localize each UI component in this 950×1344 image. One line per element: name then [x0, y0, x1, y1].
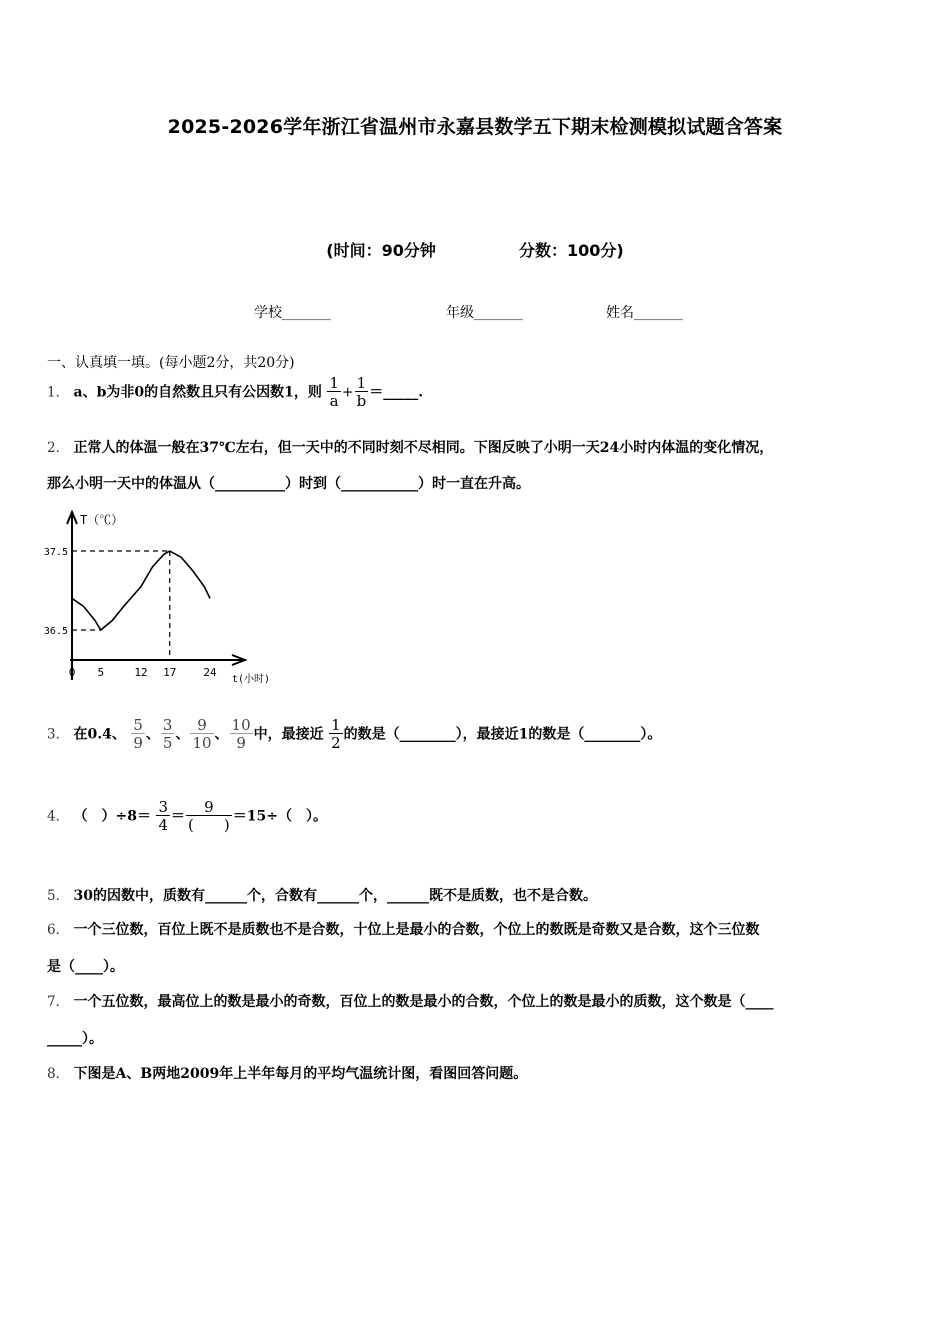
denominator: 5	[162, 734, 173, 752]
separator: 、	[214, 726, 229, 743]
plus-sign: +	[341, 384, 354, 401]
question-number: 7．	[47, 994, 70, 1010]
x-tick-label: 5	[97, 666, 105, 679]
fraction	[186, 800, 232, 833]
numerator: 3	[158, 798, 169, 816]
fraction	[355, 376, 369, 409]
exam-meta	[0, 238, 950, 261]
fraction	[190, 718, 213, 751]
question-text: ＝15÷（ ）。	[232, 808, 327, 825]
question-6-line-1	[47, 918, 760, 939]
question-2-line-1	[47, 436, 773, 457]
question-7-line-1	[47, 990, 774, 1011]
separator: 、	[145, 726, 160, 743]
grade-field: 年级_______	[446, 305, 523, 321]
numerator: 1	[356, 374, 367, 392]
question-8	[47, 1062, 527, 1083]
fraction-one-half	[329, 718, 343, 751]
denominator: 10	[192, 734, 212, 752]
school-field: 学校_______	[254, 305, 331, 321]
question-7-line-2	[47, 1028, 103, 1048]
fraction	[327, 376, 341, 409]
numerator: 1	[329, 374, 339, 392]
question-number: 1．	[47, 384, 70, 401]
question-text: a、b为非0的自然数且只有公因数1，则	[73, 384, 322, 401]
denominator: 9	[230, 733, 253, 751]
question-2-line-2	[47, 473, 530, 493]
question-text: 那么小明一天中的体温从（__________）时到（___________）时一直在升高。	[47, 476, 530, 492]
denominator: 2	[331, 734, 341, 752]
numerator: 3	[162, 716, 173, 734]
fraction	[131, 718, 145, 751]
denominator: 4	[158, 816, 169, 834]
numerator: 9	[197, 716, 207, 734]
section-heading: 一、认真填一填。(每小题2分，共20分)	[47, 355, 295, 371]
question-text: 一个三位数，百位上既不是质数也不是合数，十位上是最小的合数，个位上的数既是奇数又是合数，这个三位数	[73, 922, 760, 938]
y-tick-label: 37.5	[43, 547, 68, 558]
temperature-line-chart	[40, 506, 280, 690]
question-text: 正常人的体温一般在37℃左右，但一天中的不同时刻不尽相同。下图反映了小明一天24小时内体温的变化情况，	[73, 440, 774, 456]
question-number: 2．	[47, 440, 70, 456]
question-number: 5．	[47, 888, 70, 904]
fraction	[230, 718, 253, 751]
question-1	[47, 376, 423, 409]
question-text: 是（____）。	[47, 959, 124, 975]
question-4	[47, 800, 327, 833]
question-3	[47, 718, 661, 751]
question-text: 下图是A、B两地2009年上半年每月的平均气温统计图，看图回答问题。	[73, 1066, 528, 1082]
document-title: 2025-2026学年浙江省温州市永嘉县数学五下期末检测模拟试题含答案	[167, 116, 783, 138]
fraction	[161, 718, 175, 751]
question-number: 6．	[47, 922, 70, 938]
numerator: 10	[231, 716, 251, 734]
question-number: 3．	[47, 726, 70, 743]
x-tick-label: 17	[163, 666, 177, 679]
question-text: 的数是（________），最接近1的数是（________）。	[343, 726, 662, 743]
time-limit: (时间：90分钟	[326, 241, 436, 260]
x-tick-label: 12	[134, 666, 148, 679]
question-text: ＝_____.	[369, 384, 424, 401]
equals-sign: ＝	[171, 808, 186, 825]
y-tick-label: 36.5	[43, 626, 68, 637]
fraction	[156, 800, 170, 833]
y-axis-label: T（℃）	[80, 513, 124, 527]
x-axis-label: t(小时)	[232, 674, 271, 685]
question-text: （ ）÷8＝	[73, 808, 152, 825]
question-text: 一个五位数，最高位上的数是最小的奇数，百位上的数是最小的合数，个位上的数是最小的质数，这个数是（____	[73, 994, 774, 1010]
temperature-series-line	[72, 551, 210, 630]
x-tick-label: 24	[203, 666, 217, 679]
question-6-line-2	[47, 956, 124, 976]
numerator: 9	[204, 798, 214, 816]
denominator: ( )	[188, 816, 230, 834]
question-text: 中，最接近	[253, 726, 324, 743]
name-field: 姓名_______	[606, 305, 683, 321]
question-text: 30的因数中，质数有______个，合数有______个，______既不是质数，也不是合数。	[73, 888, 598, 904]
question-text: _____）。	[47, 1031, 103, 1047]
denominator: 9	[133, 734, 143, 752]
denominator: b	[356, 392, 367, 410]
denominator: a	[327, 391, 341, 409]
question-text: 在0.4、	[73, 726, 126, 743]
question-number: 8．	[47, 1066, 70, 1082]
question-5	[47, 884, 597, 905]
total-score: 分数：100分)	[519, 241, 624, 260]
numerator: 5	[133, 716, 143, 734]
separator: 、	[175, 726, 190, 743]
question-number: 4．	[47, 808, 70, 825]
numerator: 1	[331, 716, 341, 734]
x-tick-label: 0	[68, 666, 76, 679]
